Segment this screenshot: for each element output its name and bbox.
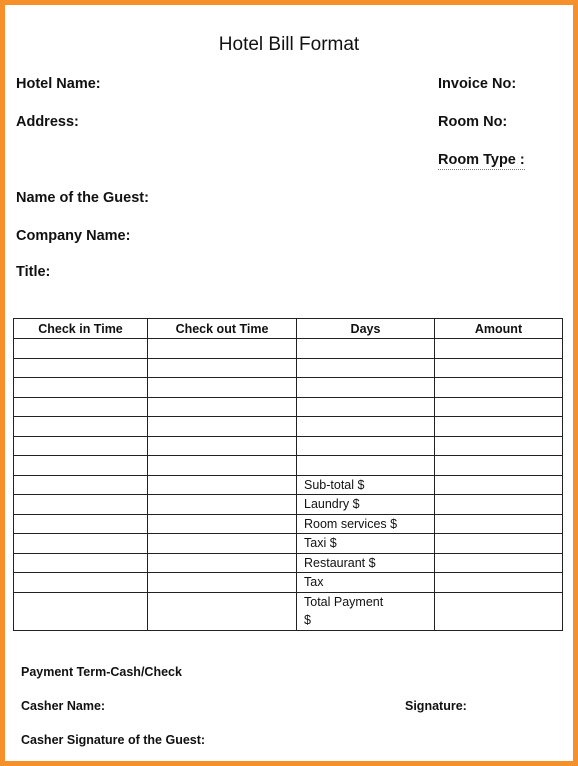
total-row (14, 592, 563, 630)
taxi-amount-cell[interactable] (435, 534, 563, 554)
header-days: Days (297, 319, 435, 339)
table-cell[interactable] (148, 378, 297, 398)
table-cell[interactable] (14, 456, 148, 476)
table-cell[interactable] (297, 417, 435, 437)
table-header-row (14, 319, 563, 339)
table-cell[interactable] (297, 456, 435, 476)
taxi-row (14, 534, 563, 554)
hotel-name-label: Hotel Name: (16, 76, 101, 92)
table-cell[interactable] (14, 397, 148, 417)
signature-label: Signature: (405, 699, 467, 713)
table-cell[interactable] (297, 397, 435, 417)
page-title: Hotel Bill Format (218, 34, 360, 55)
table-cell[interactable] (148, 436, 297, 456)
table-cell[interactable] (14, 592, 148, 630)
table-cell[interactable] (14, 436, 148, 456)
address-label: Address: (16, 114, 79, 130)
subtotal-row (14, 475, 563, 495)
subtotal-label: Sub-total $ (297, 475, 435, 495)
table-cell[interactable] (435, 358, 563, 378)
table-cell[interactable] (148, 495, 297, 515)
total-label-cell (297, 592, 435, 630)
table-cell[interactable] (14, 358, 148, 378)
table-row (14, 456, 563, 476)
table-row (14, 397, 563, 417)
total-label-line1: Total Payment (304, 594, 384, 609)
tax-row (14, 573, 563, 593)
table-cell[interactable] (148, 397, 297, 417)
table-cell[interactable] (14, 573, 148, 593)
table-cell[interactable] (14, 475, 148, 495)
restaurant-amount-cell[interactable] (435, 553, 563, 573)
header-check-in: Check in Time (14, 319, 148, 339)
table-cell[interactable] (148, 592, 297, 630)
tax-label: Tax (297, 573, 435, 593)
table-row (14, 417, 563, 437)
invoice-no-label: Invoice No: (438, 76, 517, 92)
casher-name-label: Casher Name: (21, 699, 106, 713)
table-cell[interactable] (148, 514, 297, 534)
table-row (14, 358, 563, 378)
total-label-line2: $ (304, 612, 311, 627)
restaurant-row (14, 553, 563, 573)
company-name-label: Company Name: (16, 228, 131, 244)
table-row (14, 378, 563, 398)
restaurant-label: Restaurant $ (297, 553, 435, 573)
table-cell[interactable] (435, 339, 563, 359)
casher-signature-guest-label: Casher Signature of the Guest: (21, 733, 206, 747)
table-cell[interactable] (14, 378, 148, 398)
tax-amount-cell[interactable] (435, 573, 563, 593)
table-cell[interactable] (148, 573, 297, 593)
room-services-label: Room services $ (297, 514, 435, 534)
table-cell[interactable] (148, 475, 297, 495)
table-cell[interactable] (148, 534, 297, 554)
table-cell[interactable] (148, 456, 297, 476)
table-cell[interactable] (148, 339, 297, 359)
table-row (14, 339, 563, 359)
guest-name-label: Name of the Guest: (16, 190, 149, 206)
table-cell[interactable] (148, 553, 297, 573)
room-no-label: Room No: (438, 114, 508, 130)
laundry-label: Laundry $ (297, 495, 435, 515)
table-cell[interactable] (14, 339, 148, 359)
table-cell[interactable] (297, 339, 435, 359)
room-services-row (14, 514, 563, 534)
header-amount: Amount (435, 319, 563, 339)
subtotal-amount-cell[interactable] (435, 475, 563, 495)
title-label: Title: (16, 264, 51, 280)
room-type-label (438, 152, 525, 168)
room-services-amount-cell[interactable] (435, 514, 563, 534)
table-cell[interactable] (435, 378, 563, 398)
table-cell[interactable] (435, 456, 563, 476)
table-cell[interactable] (297, 436, 435, 456)
table-cell[interactable] (297, 378, 435, 398)
table-cell[interactable] (435, 436, 563, 456)
table-cell[interactable] (14, 495, 148, 515)
taxi-label: Taxi $ (297, 534, 435, 554)
table-cell[interactable] (14, 514, 148, 534)
laundry-amount-cell[interactable] (435, 495, 563, 515)
payment-term-label: Payment Term-Cash/Check (21, 665, 182, 679)
room-type-text: Room Type : (438, 152, 525, 168)
table-cell[interactable] (435, 397, 563, 417)
table-cell[interactable] (14, 553, 148, 573)
table-cell[interactable] (14, 417, 148, 437)
header-check-out: Check out Time (148, 319, 297, 339)
table-cell[interactable] (148, 417, 297, 437)
bill-table (13, 318, 563, 631)
table-cell[interactable] (297, 358, 435, 378)
table-row (14, 436, 563, 456)
laundry-row (14, 495, 563, 515)
table-cell[interactable] (148, 358, 297, 378)
table-cell[interactable] (14, 534, 148, 554)
table-cell[interactable] (435, 417, 563, 437)
total-amount-cell[interactable] (435, 592, 563, 630)
